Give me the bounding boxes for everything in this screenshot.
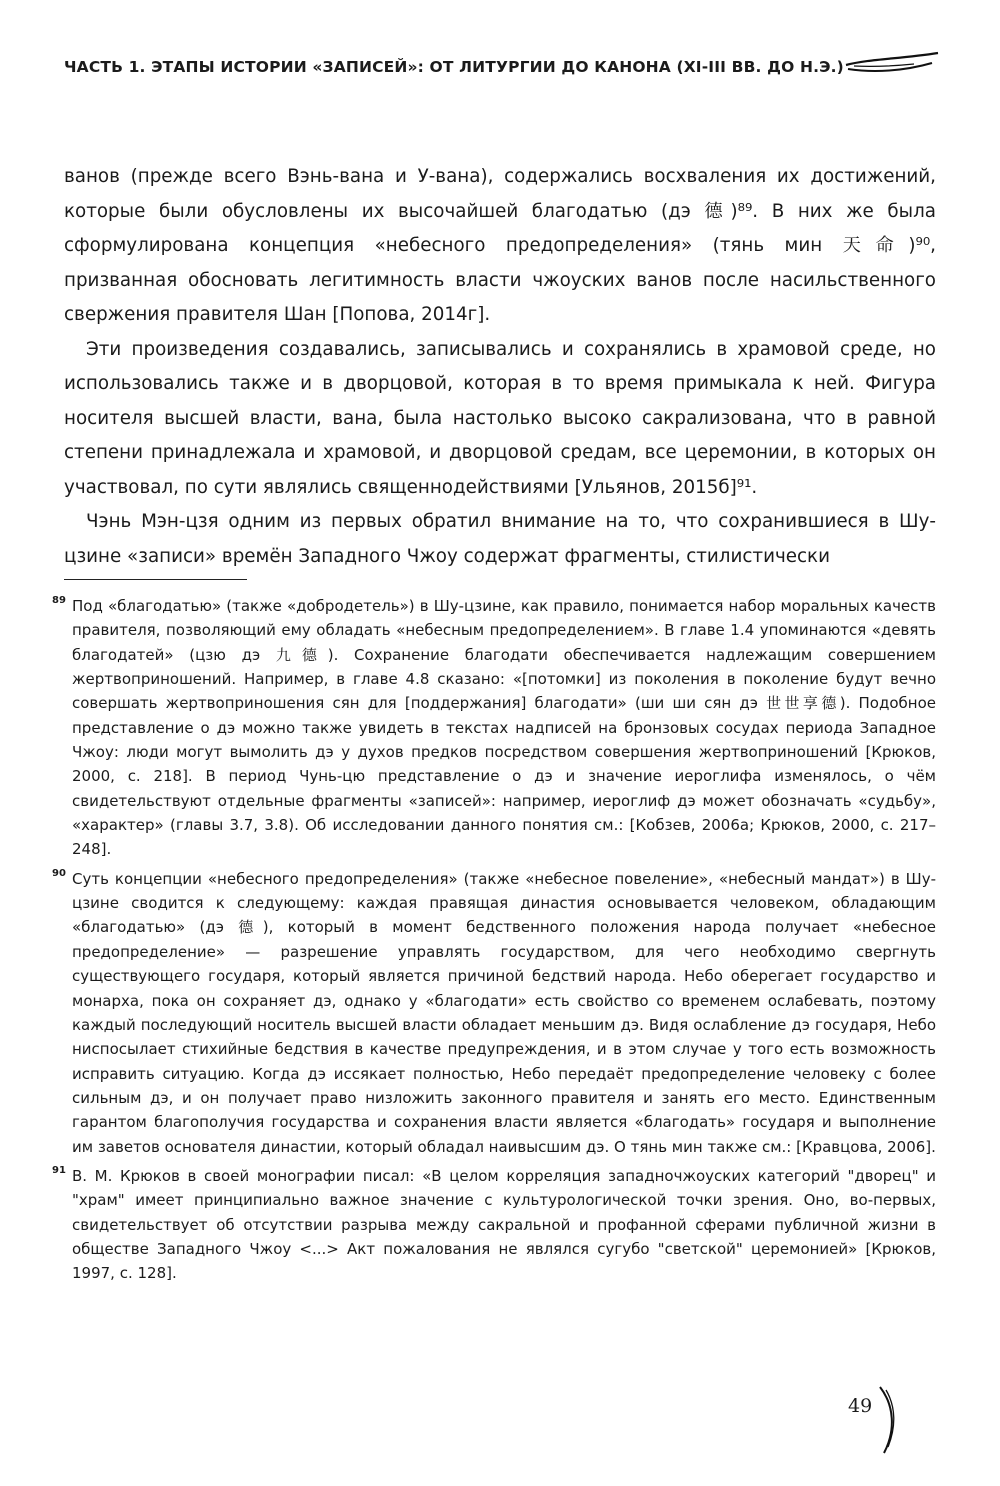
footnote [52, 594, 936, 862]
footnote-number: 91 [52, 1164, 66, 1176]
footnote-text: Суть концепции «небесного предопределения» (также «небесное повеление», «небесный мандат») в Шу-цзине сводится к следующему: каждая правящая династия основывается человеком, обладающим «благодатью» (дэ 德), который в момент бедственного положения народа получает «небесное предопределение» — разрешение управлять государством, для чего необходимо свергнуть существующего государя, который является причиной бедствий народа. Небо оберегает государство и монарха, пока он сохраняет дэ, однако у «благодати» есть свойство со временем ослабевать, поэтому каждый последующий носитель высшей власти обладает меньшим дэ. Видя ослабление дэ государя, Небо ниспосылает стихийные бедствия в качестве предупреждения, и в этом случае у того есть возможность исправить ситуацию. Когда дэ иссякает полностью, Небо передаёт предопределение человеку с более сильным дэ, и он получает право низложить законного правителя и занять его место. Единственным гарантом благополучия государства и сохранения власти является «благодать» государя и выполнение им заветов основателя династии, который обладал наивысшим дэ. О тянь мин также см.: [Кравцова, 2006]. [72, 869, 936, 1156]
page-number: 49 [848, 1395, 873, 1417]
footnote [52, 867, 936, 1159]
footnote-separator [64, 579, 247, 580]
footnotes [52, 594, 936, 1291]
header-ornament-icon [844, 50, 940, 80]
footnote-text: Под «благодатью» (также «добродетель») в Шу-цзине, как правило, понимается набор моральных качеств правителя, позволяющий ему обладать «небесным предопределением». В главе 1.4 упоминаются «девять благодатей» (цзю дэ 九德). Сохранение благодати обеспечивается надлежащим совершением жертвоприношений. Например, в главе 4.8 сказано: «[потомки] из поколения в поколение будут вечно совершать жертвоприношения сян для [поддержания] благодати» (ши ши сян дэ 世世享德). Подобное представление о дэ можно также увидеть в текстах надписей на бронзовых сосудах периода Западное Чжоу: люди могут вымолить дэ у духов предков посредством совершения жертвоприношений [Крюков, 2000, с. 218]. В период Чунь-цю представление о дэ и значение иероглифа изменялось, о чём свидетельствуют отдельные фрагменты «записей»: например, иероглиф дэ может обозначать «судьбу», «характер» (главы 3.7, 3.8). Об исследовании данного понятия см.: [Кобзев, 2006а; Крюков, 2000, с. 217–248]. [72, 597, 936, 859]
footnote [52, 1164, 936, 1286]
page-ornament-icon [874, 1385, 902, 1455]
body-paragraph: Эти произведения создавались, записывались и сохранялись в храмовой среде, но использовались также и в дворцовой, которая в то время примыкала к ней. Фигура носителя высшей власти, вана, была настолько высоко сакрализована, что в равной степени принадлежала и храмовой, и дворцовой средам, все церемонии, в которых он участвовал, по сути являлись священнодействиями [Ульянов, 2015б]⁹¹. [64, 338, 936, 498]
running-head: ЧАСТЬ 1. ЭТАПЫ ИСТОРИИ «ЗАПИСЕЙ»: ОТ ЛИТУРГИИ ДО КАНОНА (XI-III ВВ. ДО Н.Э.) [64, 58, 844, 76]
footnote-number: 89 [52, 595, 66, 606]
body-paragraph: Чэнь Мэн-цзя одним из первых обратил внимание на то, что сохранившиеся в Шу-цзине «записи» времён Западного Чжоу содержат фрагменты, стилистически [64, 511, 936, 567]
footnote-number: 90 [52, 867, 66, 879]
footnote-text: В. М. Крюков в своей монографии писал: «В целом корреляция западночжоуских категорий "дворец" и "храм" имеет принципиально важное значение с культурологической точки зрения. Оно, во-первых, свидетельствует об отсутствии разрыва между сакральной и профанной сферами публичной жизни в обществе Западного Чжоу <...> Акт пожалования не являлся сугубо "светской" церемонией» [Крюков, 1997, с. 128]. [72, 1166, 936, 1283]
body-paragraph: ванов (прежде всего Вэнь-вана и У-вана), содержались восхваления их достижений, которые были обусловлены их высочайшей благодатью (дэ 德)⁸⁹. В них же была сформулирована концепция «небесного предопределения» (тянь мин 天命)⁹⁰, призванная обосновать легитимность власти чжоуских ванов после насильственного свержения правителя Шан [Попова, 2014г]. [64, 166, 936, 325]
main-text [64, 160, 936, 574]
